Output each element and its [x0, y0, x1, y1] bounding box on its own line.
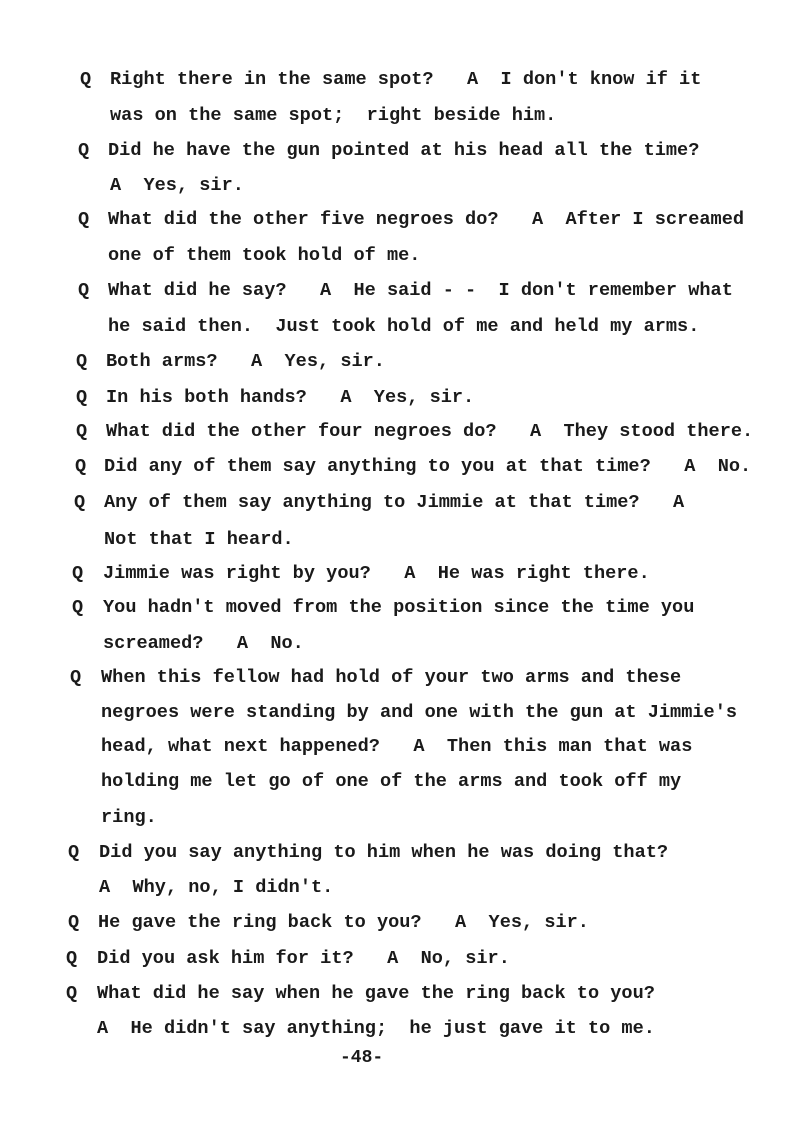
transcript-line: When this fellow had hold of your two arms and these [101, 667, 682, 688]
question-marker: Q [76, 421, 88, 442]
question-marker: Q [72, 563, 84, 584]
question-marker: Q [78, 209, 90, 230]
question-marker: Q [68, 912, 80, 933]
transcript-line: holding me let go of one of the arms and took off my [101, 771, 682, 792]
question-marker: Q [68, 842, 80, 863]
question-marker: Q [80, 69, 92, 90]
transcript-line: Did he have the gun pointed at his head all the time? [108, 140, 700, 161]
question-marker: Q [72, 597, 84, 618]
question-marker: Q [66, 983, 78, 1004]
transcript-line: Not that I heard. [104, 529, 294, 550]
transcript-line: A Why, no, I didn't. [99, 877, 334, 898]
transcript-line: Jimmie was right by you? A He was right there. [103, 563, 650, 584]
question-marker: Q [74, 492, 86, 513]
question-marker: Q [78, 140, 90, 161]
transcript-line: In his both hands? A Yes, sir. [106, 387, 475, 408]
transcript-line: screamed? A No. [103, 633, 304, 654]
transcript-line: A He didn't say anything; he just gave it to me. [97, 1018, 655, 1039]
question-marker: Q [78, 280, 90, 301]
transcript-line: Any of them say anything to Jimmie at that time? A [104, 492, 685, 513]
transcript-line: Both arms? A Yes, sir. [106, 351, 385, 372]
transcript-line: Did you ask him for it? A No, sir. [97, 948, 510, 969]
transcript-line: You hadn't moved from the position since the time you [103, 597, 695, 618]
transcript-line: What did the other four negroes do? A They stood there. [106, 421, 754, 442]
question-marker: Q [76, 387, 88, 408]
transcript-line: Right there in the same spot? A I don't know if it [110, 69, 702, 90]
transcript-line: What did he say? A He said - - I don't remember what [108, 280, 733, 301]
transcript-line: Did any of them say anything to you at that time? A No. [104, 456, 752, 477]
question-marker: Q [70, 667, 82, 688]
transcript-line: was on the same spot; right beside him. [110, 105, 557, 126]
page-number: -48- [340, 1048, 384, 1068]
transcript-line: one of them took hold of me. [108, 245, 421, 266]
transcript-line: ring. [101, 807, 157, 828]
transcript-line: he said then. Just took hold of me and held my arms. [108, 316, 700, 337]
transcript-line: A Yes, sir. [110, 175, 244, 196]
transcript-line: head, what next happened? A Then this man that was [101, 736, 693, 757]
transcript-line: He gave the ring back to you? A Yes, sir. [98, 912, 589, 933]
transcript-line: Did you say anything to him when he was doing that? [99, 842, 669, 863]
question-marker: Q [75, 456, 87, 477]
transcript-line: negroes were standing by and one with the gun at Jimmie's [101, 702, 738, 723]
transcript-line: What did the other five negroes do? A After I screamed [108, 209, 745, 230]
question-marker: Q [76, 351, 88, 372]
transcript-line: What did he say when he gave the ring back to you? [97, 983, 655, 1004]
question-marker: Q [66, 948, 78, 969]
